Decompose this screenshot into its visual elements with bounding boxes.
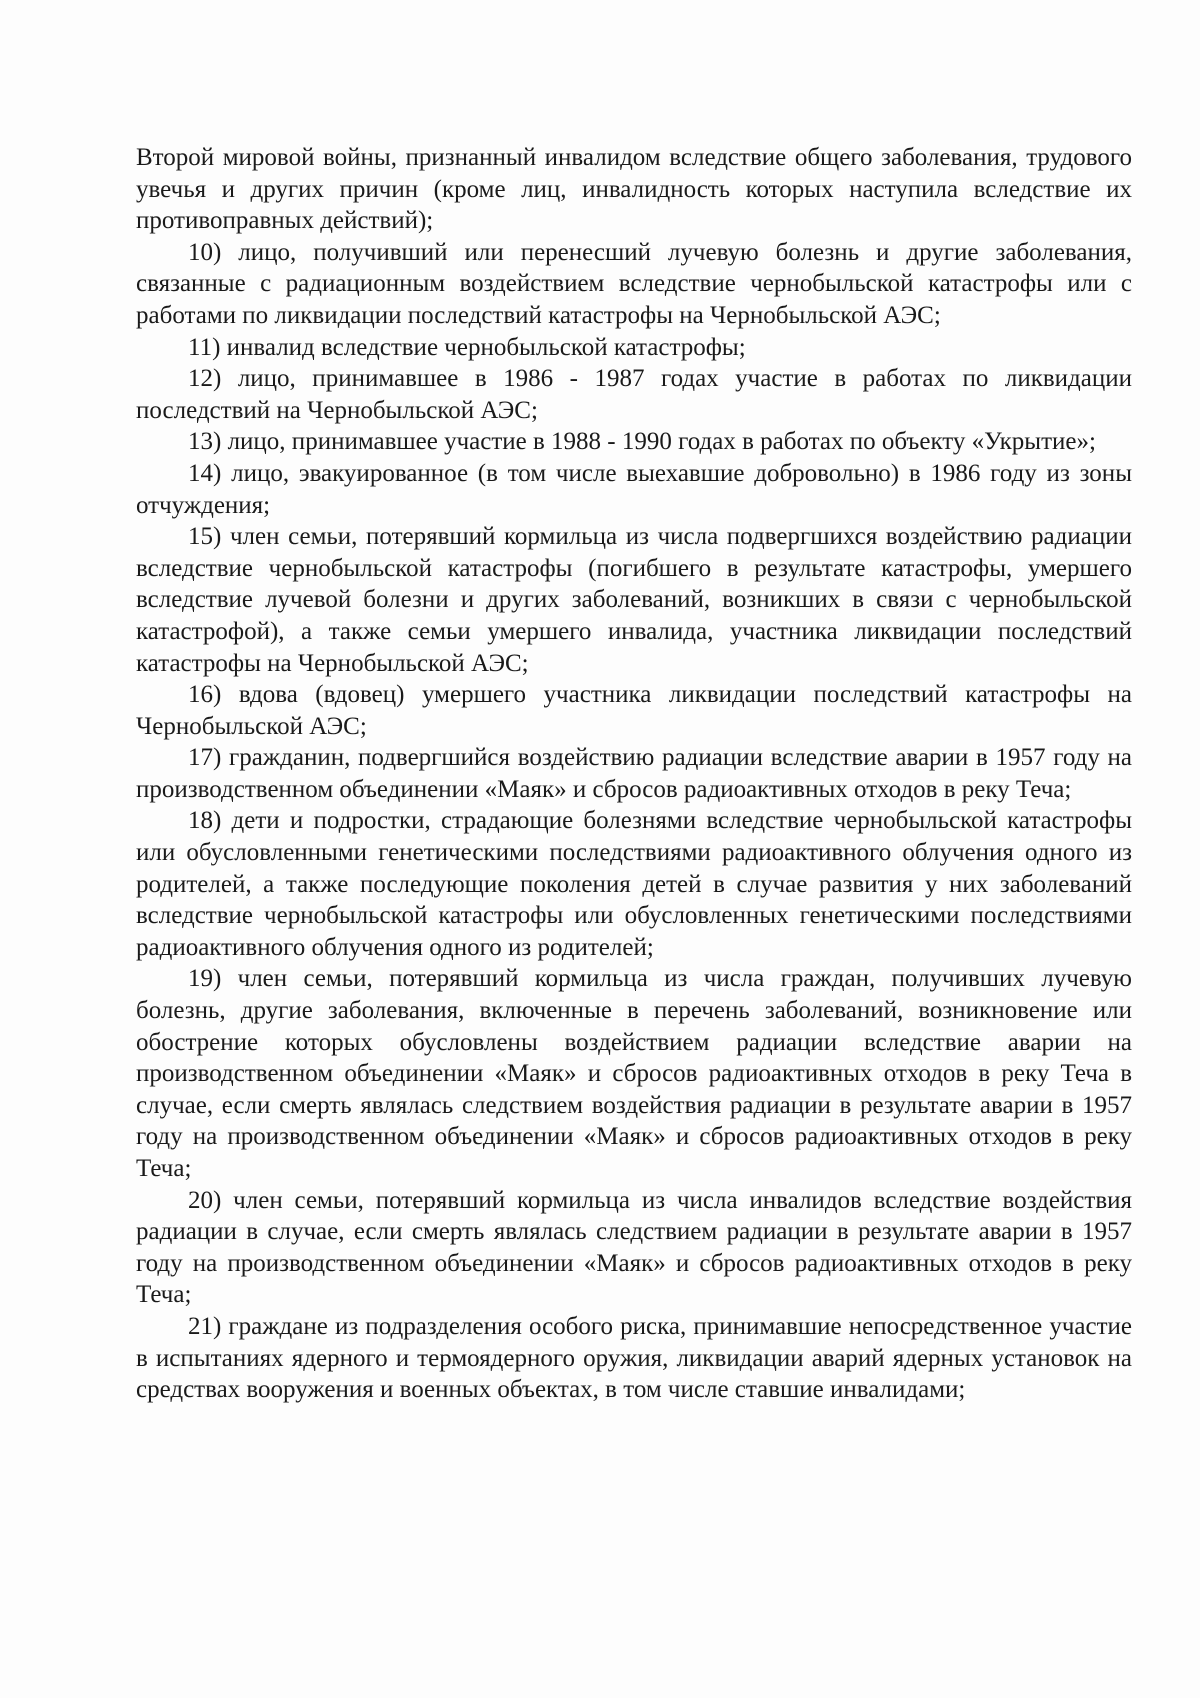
paragraph-item-19: 19) член семьи, потерявший кормильца из числа граждан, получивших лучевую болезнь, другие заболевания, включенные в перечень заболеваний, возникновение или обострение которых обусловлены воздействием радиации вследствие аварии на производственном объединении «Маяк» и сбросов радиоактивных отходов в реку Теча в случае, если смерть являлась следствием воздействия радиации в результате аварии в 1957 году на производственном объединении «Маяк» и сбросов радиоактивных отходов в реку Теча; [136,965,1132,1182]
paragraph-item-11: 11) инвалид вследствие чернобыльской катастрофы; [188,333,746,361]
paragraph-item-20: 20) член семьи, потерявший кормильца из числа инвалидов вследствие воздействия радиации в случае, если смерть являлась следствием радиации в результате аварии в 1957 году на производственном объединении «Маяк» и сбросов радиоактивных отходов в реку Теча; [136,1186,1132,1309]
paragraph-item-18: 18) дети и подростки, страдающие болезнями вследствие чернобыльской катастрофы или обусловленными генетическими последствиями радиоактивного облучения одного из родителей, а также последующие поколения детей в случае развития у них заболеваний вследствие чернобыльской катастрофы или обусловленных генетическими последствиями радиоактивного облучения одного из родителей; [136,807,1132,961]
paragraph-item-16: 16) вдова (вдовец) умершего участника ликвидации последствий катастрофы на Чернобыльской АЭС; [136,681,1132,740]
paragraph-item-21: 21) граждане из подразделения особого риска, принимавшие непосредственное участие в испытаниях ядерного и термоядерного оружия, ликвидации аварий ядерных установок на средствах вооружения и военных объектах, в том числе ставшие инвалидами; [136,1312,1132,1404]
document-body [136,142,1132,1406]
paragraph-item-14: 14) лицо, эвакуированное (в том числе выехавшие добровольно) в 1986 году из зоны отчуждения; [136,459,1132,519]
paragraph-item-12: 12) лицо, принимавшее в 1986 - 1987 годах участие в работах по ликвидации последствий на Чернобыльской АЭС; [136,365,1132,424]
paragraph-item-10: 10) лицо, получивший или перенесший лучевую болезнь и другие заболевания, связанные с радиационным воздействием вследствие чернобыльской катастрофы или с работами по ликвидации последствий катастрофы на Чернобыльской АЭС; [136,238,1132,329]
paragraph-item-13: 13) лицо, принимавшее участие в 1988 - 1990 годах в работах по объекту «Укрытие»; [188,428,1096,456]
paragraph-item-17: 17) гражданин, подвергшийся воздействию радиации вследствие аварии в 1957 году на производственном объединении «Маяк» и сбросов радиоактивных отходов в реку Теча; [136,744,1132,803]
paragraph-continuation: Второй мировой войны, признанный инвалидом вследствие общего заболевания, трудового увечья и других причин (кроме лиц, инвалидность которых наступила вследствие их противоправных действий); [136,144,1132,235]
paragraph-item-15: 15) член семьи, потерявший кормильца из числа подвергшихся воздействию радиации вследствие чернобыльской катастрофы (погибшего в результате катастрофы, умершего вследствие лучевой болезни и других заболеваний, возникших в связи с чернобыльской катастрофой), а также семьи умершего инвалида, участника ликвидации последствий катастрофы на Чернобыльской АЭС; [136,523,1132,677]
